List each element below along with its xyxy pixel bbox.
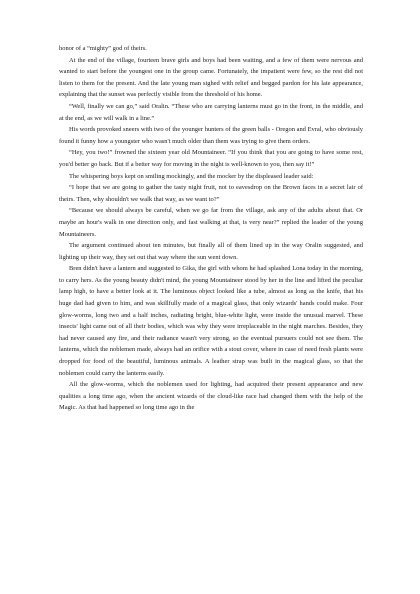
paragraph-5: “Hey, you two!” frowned the sixteen year old Mountaineer. “If you think that you are going to have some rest, you'd better go back. But if a better way for moving in the night is well-known to you, then say it!” [59,149,363,168]
paragraph-4: His words provoked sneers with two of the younger hunters of the green balls - Oregon and Evral, who obviously found it funny how a youngster who wasn't much older than them was trying to give them orders. [59,126,363,145]
paragraph-10: Bren didn't have a lantern and suggested to Gika, the girl with whom he had splashed Lona today in the morning, to carry hers. As the young beauty didn't mind, the young Mountaineer stood by her in the line and lifted the peculiar lamp high, to have a better look at it. The luminous object looked like a tube, almost as long as the knife, that his huge dad had given to him, and was skillfully made of a magical glass, that only wizards' hands could make. Four glow-worms, long two and a half inches, radiating bright, blue-white light, were inside the unusual marvel. These insects' light came out of all their bodies, which was why they were irreplaceable in the night marches. Besides, they had never caused any fire, and their radiance wasn't very strong, so the eventual pursuers could not see them. The lanterns, which the noblemen made, always had an orifice with a stout cover, where in case of need fresh plants were dropped for food of the beautiful, luminous animals. A leather strap was built in the magical glass, so that the noblemen could carry the lanterns easily. [59,265,363,377]
paragraph-9: The argument continued about ten minutes, but finally all of them lined up in the way Oralin suggested, and lighting up their way, they set out that way where the sun went down. [59,242,363,261]
paragraph-1: honor of a “mighty” god of theirs. [59,45,147,52]
paragraph-7: “I hope that we are going to gather the tasty night fruit, not to eavesdrop on the Brown faces in a secret lair of theirs. Then, why shouldn't we walk that way, as we want to?” [59,184,363,203]
paragraph-6: The whispering boys kept on smiling mockingly, and the mocker by the displeased leader said: [69,172,314,180]
paragraph-2: At the end of the village, fourteen brave girls and boys had been waiting, and a few of them were nervous and wanted to start before the youngest one in the group came. Fortunately, the impatient were few, so the rest did not listen to them for the present. And the late young man sighed with relief and begged pardon for his late appearance, explaining that the sunset was perfectly visible from the threshold of his home. [59,56,363,99]
paragraph-3: “Well, finally we can go,” said Oralin. “These who are carrying lanterns must go in the front, in the middle, and at the end, as we will walk in a line.” [59,102,363,122]
paragraph-11: All the glow-worms, which the noblemen used for lighting, had acquired their present appearance and new qualities a long time ago, when the ancient wizards of the cloud-like race had changed them with the help of the Magic. As that had happened so long time ago in the [59,381,363,412]
paragraph-8: “Because we should always be careful, when we go far from the village, ask any of the adults about that. Or maybe an hour's walk in one direction only, and fast walking at that, is very near?” replied the leader of the young Mountaineers. [59,207,363,238]
